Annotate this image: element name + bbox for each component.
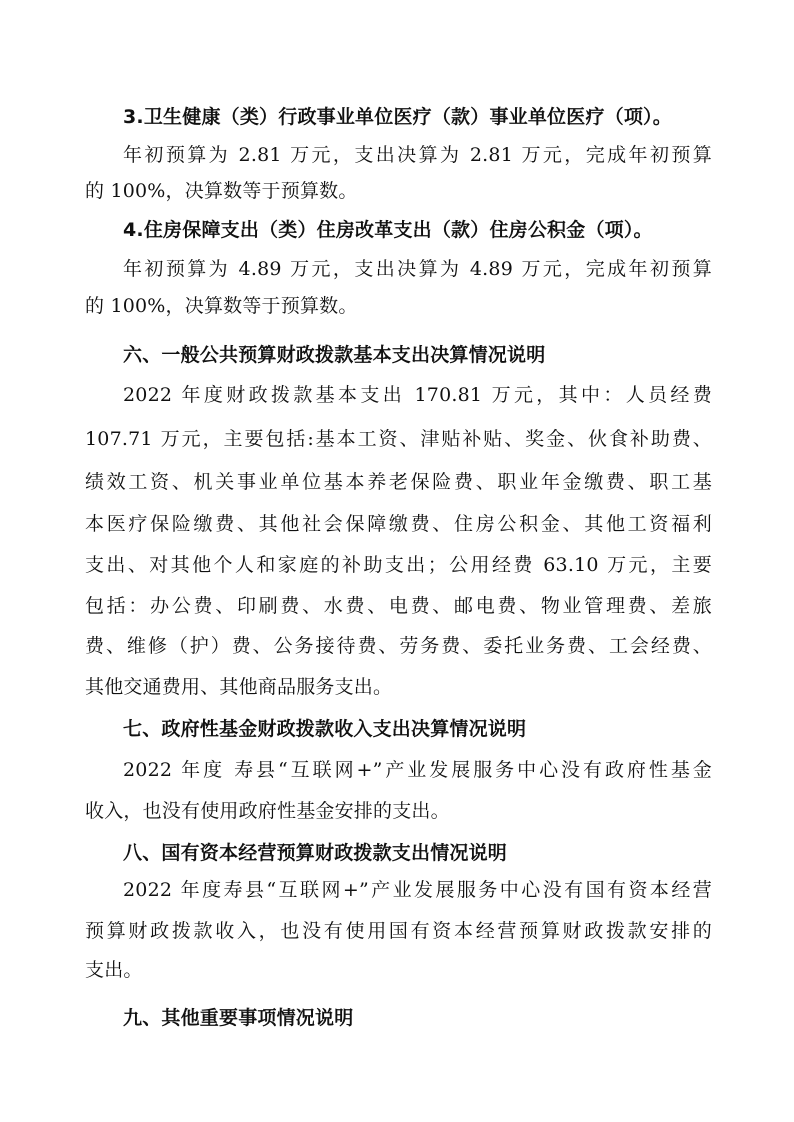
- section-6-line-1: 2022 年度财政拨款基本支出 170.81 万元，其中：人员经费: [123, 384, 712, 406]
- section-8-line-1: 2022 年度寿县“互联网+”产业发展服务中心没有国有资本经营: [123, 879, 712, 901]
- item-3-line-1: 年初预算为 2.81 万元，支出决算为 2.81 万元，完成年初预算: [123, 144, 712, 166]
- section-7-title: 七、政府性基金财政拨款收入支出决算情况说明: [123, 718, 527, 740]
- section-6-line-2: 107.71 万元，主要包括:基本工资、津贴补贴、奖金、伙食补助费、: [85, 428, 712, 450]
- item-4-heading: 4.住房保障支出（类）住房改革支出（款）住房公积金（项）。: [123, 219, 653, 241]
- section-8-title: 八、国有资本经营预算财政拨款支出情况说明: [123, 842, 508, 864]
- section-9-title: 九、其他重要事项情况说明: [123, 1007, 354, 1029]
- section-6-line-8: 其他交通费用、其他商品服务支出。: [85, 676, 393, 698]
- item-4-line-1: 年初预算为 4.89 万元，支出决算为 4.89 万元，完成年初预算: [123, 258, 712, 280]
- section-6-line-7: 费、维修（护）费、公务接待费、劳务费、委托业务费、工会经费、: [85, 635, 712, 657]
- section-7-line-1: 2022 年度 寿县“互联网+”产业发展服务中心没有政府性基金: [123, 759, 712, 781]
- section-6-line-5: 支出、对其他个人和家庭的补助支出；公用经费 63.10 万元，主要: [85, 554, 712, 576]
- section-6-title: 六、一般公共预算财政拨款基本支出决算情况说明: [123, 344, 546, 366]
- section-6-line-3: 绩效工资、机关事业单位基本养老保险费、职业年金缴费、职工基: [85, 471, 712, 493]
- section-6-line-4: 本医疗保险缴费、其他社会保障缴费、住房公积金、其他工资福利: [85, 513, 712, 535]
- item-3-heading: 3.卫生健康（类）行政事业单位医疗（款）事业单位医疗（项）。: [123, 106, 672, 128]
- section-7-line-2: 收入，也没有使用政府性基金安排的支出。: [85, 800, 450, 822]
- section-8-line-3: 支出。: [85, 959, 143, 981]
- section-6-line-6: 包括：办公费、印刷费、水费、电费、邮电费、物业管理费、差旅: [85, 595, 712, 617]
- section-8-line-2: 预算财政拨款收入，也没有使用国有资本经营预算财政拨款安排的: [85, 920, 712, 942]
- item-4-line-2: 的 100%，决算数等于预算数。: [85, 295, 358, 317]
- item-3-line-2: 的 100%，决算数等于预算数。: [85, 180, 358, 202]
